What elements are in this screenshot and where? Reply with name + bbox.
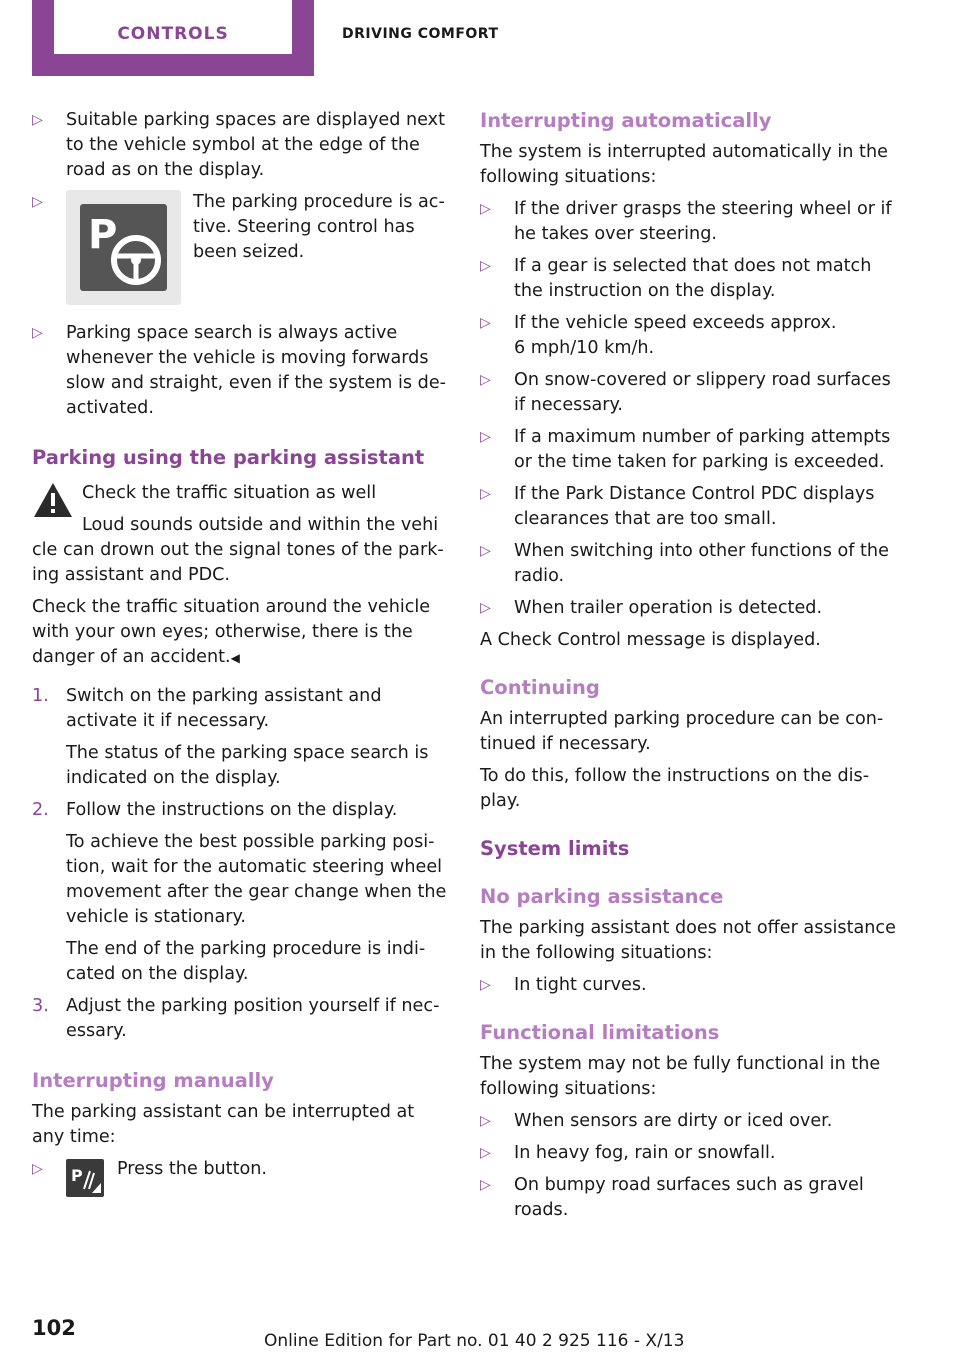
bullet-icon: ▷ [480,372,491,388]
bullet-icon: ▷ [32,194,43,210]
section-title: DRIVING COMFORT [342,26,499,42]
list-item [32,1157,450,1201]
heading-system-limits: System limits [480,837,630,860]
list-item-text: On snow-covered or slippery road surfaces if necessary. [514,370,891,415]
list-item-text: If the driver grasps the steering wheel or if he takes over steering. [514,199,892,244]
heading-parking: Parking using the parking assistant [32,446,425,469]
parking-active-icon [66,190,181,305]
check-control-text: A Check Control message is displayed. [480,630,821,650]
functional-text: The system may not be fully functional in the following situations: [480,1054,881,1099]
step-subtext: To achieve the best possible parking position, wait for the automatic steering wheel movement after the gear change when the vehicle is stationary. [66,832,447,927]
heading-no-parking-assistance: No parking assistance [480,885,724,908]
chapter-tab [32,0,314,76]
warning-title: Check the traffic situation as well [82,483,377,503]
svg-text:P: P [88,212,118,258]
step-number: 2. [32,800,49,820]
heading-continuing: Continuing [480,676,600,699]
bullet-icon: ▷ [480,315,491,331]
list-item-text: When switching into other functions of the radio. [514,541,889,586]
step-subtext: The end of the parking procedure is indicated on the display. [66,939,426,984]
manual-text: The parking assistant can be interrupted at any time: [32,1102,415,1147]
list-item [480,1109,900,1134]
warning-icon [32,481,74,519]
left-column [32,108,450,1208]
step-item [32,798,450,987]
warning-text-2 [32,595,450,671]
heading-interrupting-automatically: Interrupting automatically [480,109,772,132]
heading-functional-limitations: Functional limitations [480,1021,720,1044]
step-item [32,994,450,1044]
end-mark-icon: ◀ [230,651,240,665]
bullet-icon: ▷ [480,486,491,502]
list-item [480,596,900,621]
step-subtext: The status of the parking space search is indicated on the display. [66,743,429,788]
list-item [480,368,900,418]
list-item-text: If the Park Distance Control PDC displays clearances that are too small. [514,484,875,529]
step-text: Switch on the parking assistant and activate it if necessary. [66,686,382,731]
step-number: 1. [32,686,49,706]
list-item-text: If a gear is selected that does not match the instruction on the display. [514,256,872,301]
list-item [32,108,450,183]
list-item [480,482,900,532]
list-item [480,539,900,589]
step-text: Follow the instructions on the display. [66,800,398,820]
step-item [32,684,450,791]
chapter-title: CONTROLS [54,0,292,54]
list-item [480,311,900,361]
list-item-text: In tight curves. [514,975,647,995]
warning-text: cle can drown out the signal tones of the parking assistant and PDC. [32,540,444,585]
svg-text:P: P [71,1166,83,1185]
right-column [480,108,900,1230]
continuing-text: An interrupted parking procedure can be continued if necessary. [480,709,884,754]
auto-text: The system is interrupted automatically in the following situations: [480,142,888,187]
continuing-text: To do this, follow the instructions on the display. [480,766,870,811]
list-item-text: If the vehicle speed exceeds approx. 6 mph/10 km/h. [514,313,837,358]
list-item-text: Suitable parking spaces are displayed next to the vehicle symbol at the edge of the road as on the display. [66,110,445,180]
list-item-text: When trailer operation is detected. [514,598,823,618]
warning-text-line: Loud sounds outside and within the vehi [82,515,439,535]
list-item-text: Press the button. [117,1159,267,1179]
heading-interrupting-manually: Interrupting manually [32,1069,274,1092]
bullet-icon: ▷ [480,600,491,616]
list-item [480,197,900,247]
list-item-text: When sensors are dirty or iced over. [514,1111,833,1131]
list-item-text: If a maximum number of parking attempts or the time taken for parking is exceeded. [514,427,891,472]
bullet-icon: ▷ [480,1177,491,1193]
bullet-icon: ▷ [480,543,491,559]
bullet-icon: ▷ [32,325,43,341]
edition-text: Online Edition for Part no. 01 40 2 925 116 - X/13 [264,1331,685,1351]
list-item [480,973,900,998]
list-item-text: On bumpy road surfaces such as gravel roads. [514,1175,864,1220]
bullet-icon: ▷ [32,1161,43,1177]
bullet-icon: ▷ [480,1145,491,1161]
list-item [480,1141,900,1166]
bullet-icon: ▷ [480,977,491,993]
no-assist-text: The parking assistant does not offer assistance in the following situations: [480,918,896,963]
bullet-icon: ▷ [32,112,43,128]
bullet-icon: ▷ [480,1113,491,1129]
bullet-icon: ▷ [480,258,491,274]
bullet-icon: ▷ [480,429,491,445]
warning-block [32,481,450,538]
list-item-text: The parking procedure is active. Steering control has been seized. [193,192,445,262]
step-number: 3. [32,996,49,1016]
list-item [32,321,450,421]
warning-text-2-body: Check the traffic situation around the vehicle with your own eyes; otherwise, there is the danger of an accident. [32,597,431,667]
step-text: Adjust the parking position yourself if necessary. [66,996,440,1041]
list-item [480,254,900,304]
list-item-text: In heavy fog, rain or snowfall. [514,1143,776,1163]
parking-assistant-button-icon [66,1159,104,1197]
list-item [480,1173,900,1223]
bullet-icon: ▷ [480,201,491,217]
list-item-text: Parking space search is always active whenever the vehicle is moving forwards slow and straight, even if the system is deactivated. [66,323,447,418]
page-number: 102 [32,1316,76,1340]
list-item [480,425,900,475]
list-item [32,190,450,314]
